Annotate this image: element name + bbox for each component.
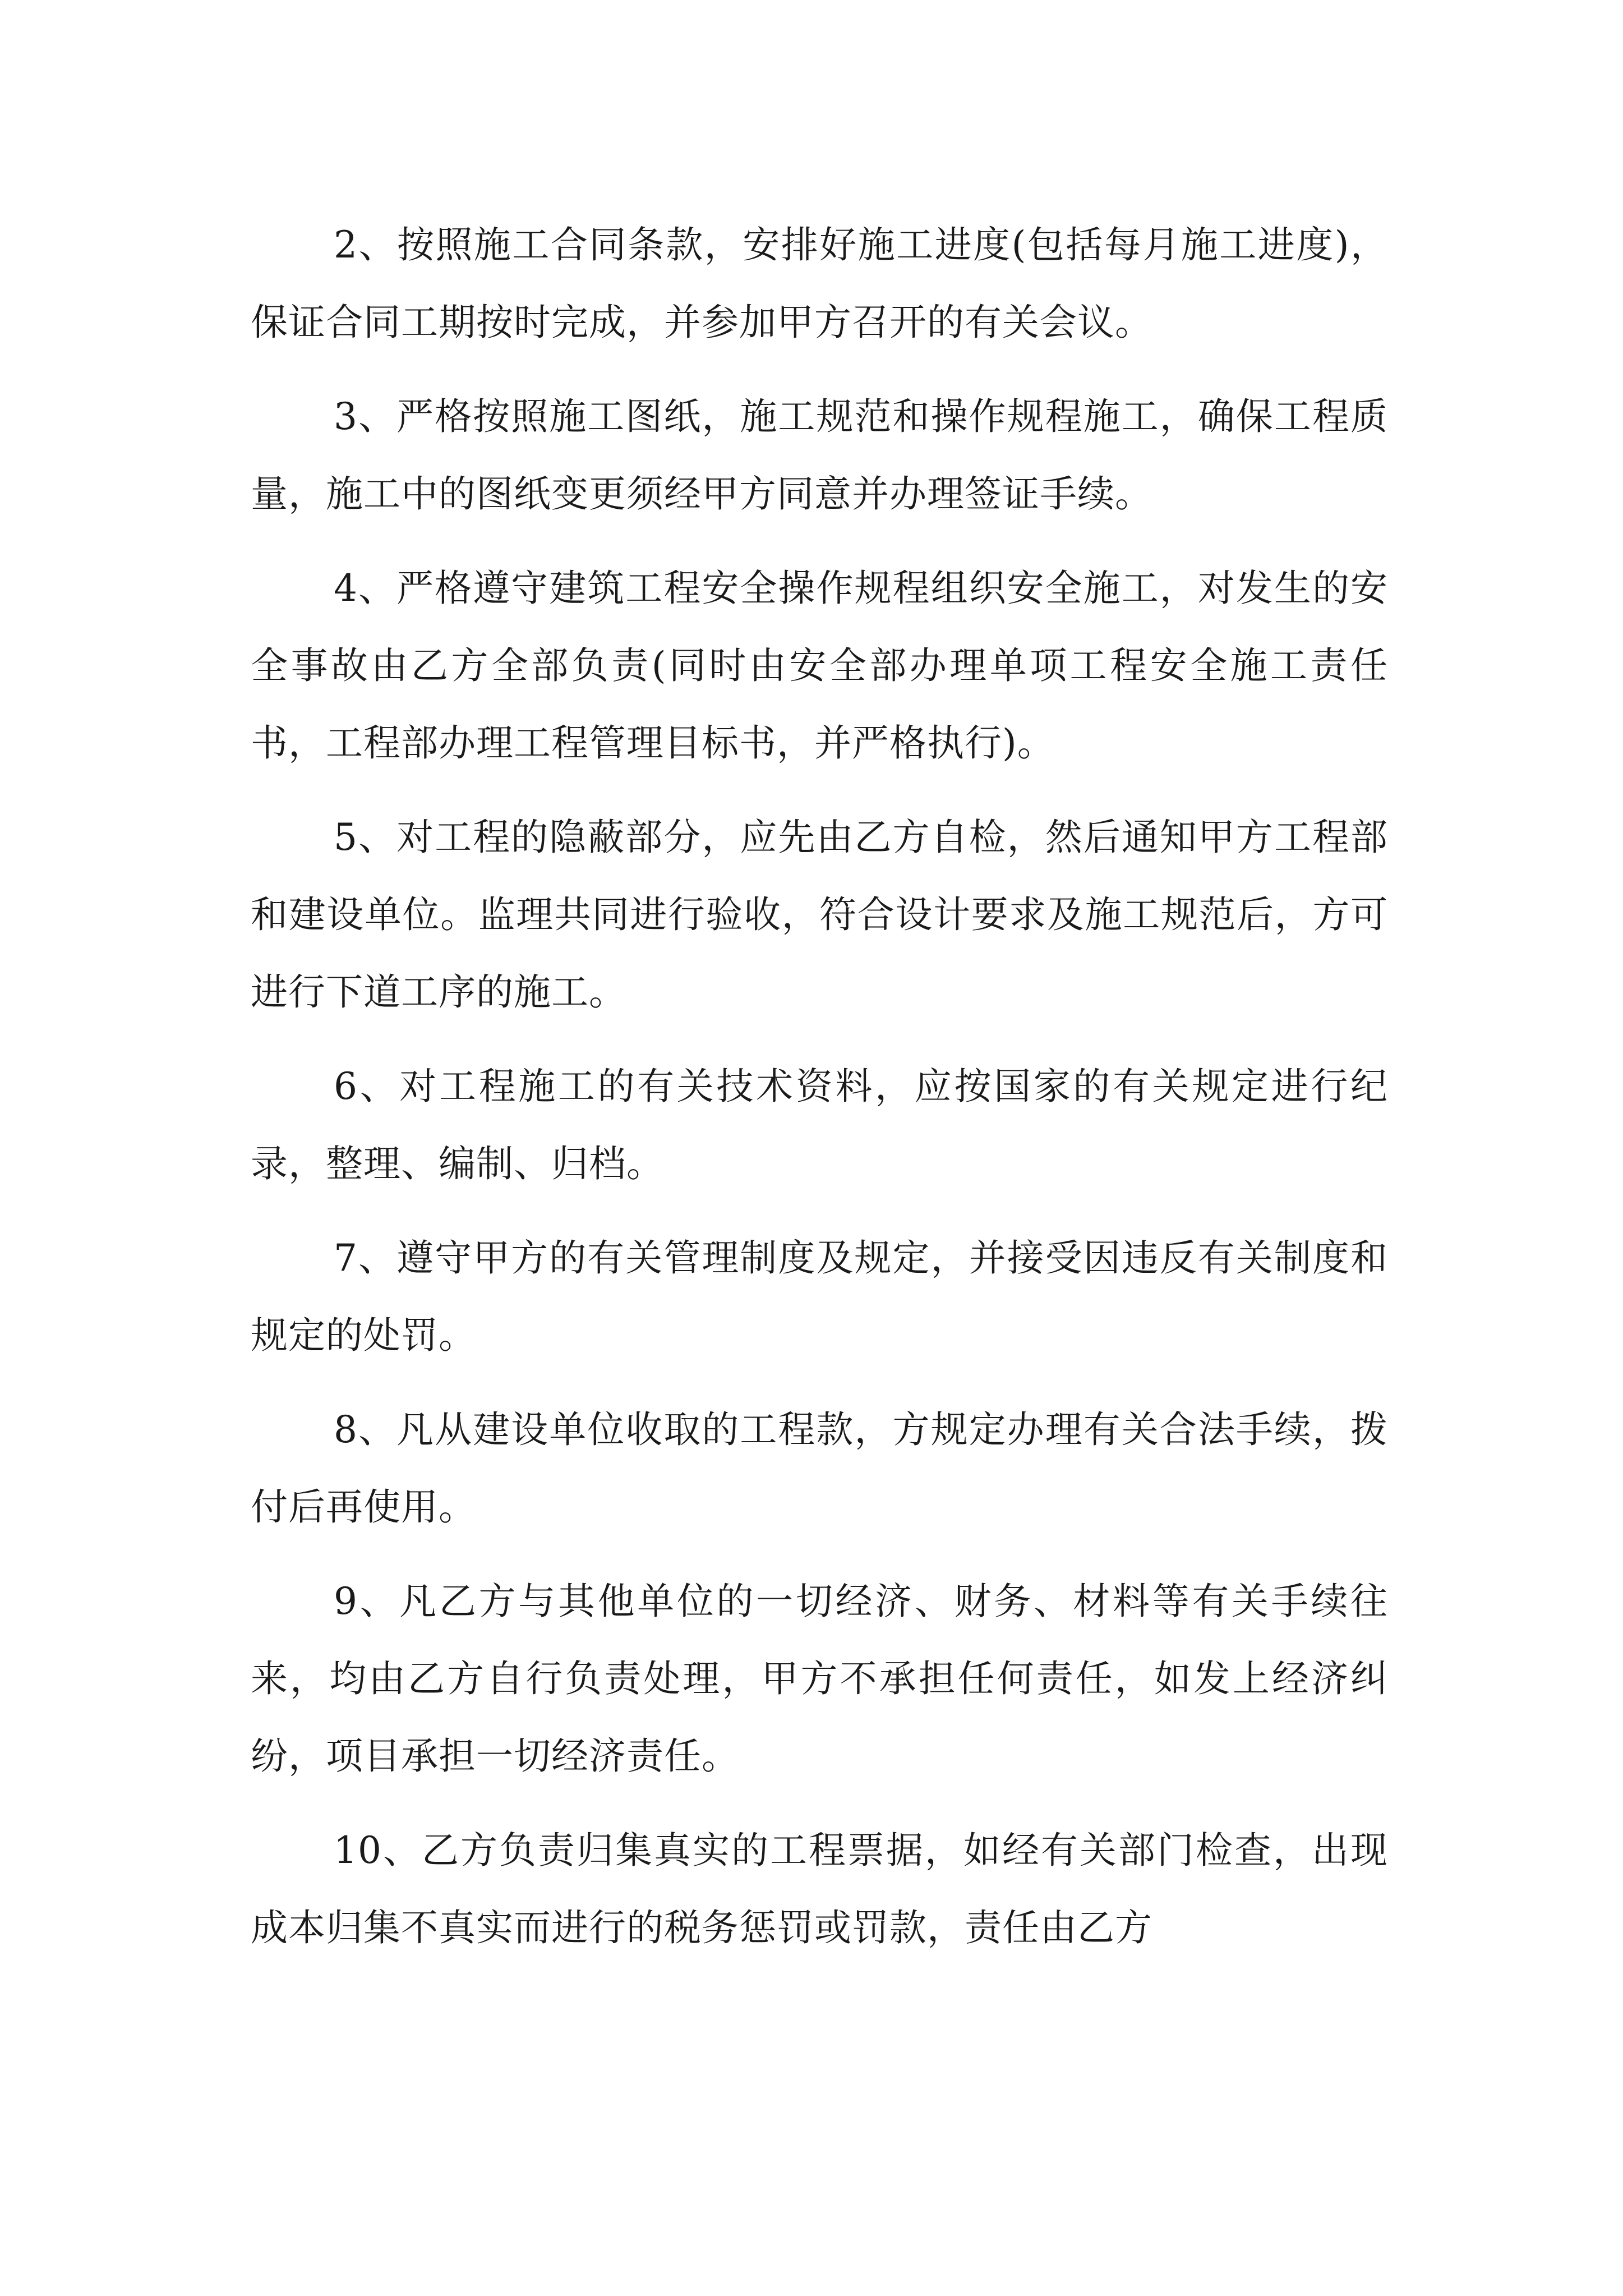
clause-6: 6、对工程施工的有关技术资料，应按国家的有关规定进行纪录，整理、编制、归档。 [251,1065,1388,1185]
clause-8: 8、凡从建设单位收取的工程款，方规定办理有关合法手续，拨付后再使用。 [251,1408,1388,1529]
clause-2: 2、按照施工合同条款，安排好施工进度(包括每月施工进度)，保证合同工期按时完成，并参加甲方召开的有关会议。 [251,223,1388,344]
clause-3: 3、严格按照施工图纸，施工规范和操作规程施工，确保工程质量，施工中的图纸变更须经甲方同意并办理签证手续。 [251,395,1388,516]
clause-9: 9、凡乙方与其他单位的一切经济、财务、材料等有关手续往来，均由乙方自行负责处理，甲方不承担任何责任，如发上经济纠纷，项目承担一切经济责任。 [251,1580,1388,1778]
clause-10: 10、乙方负责归集真实的工程票据，如经有关部门检查，出现成本归集不真实而进行的税务惩罚或罚款，责任由乙方 [251,1829,1388,1949]
clause-4: 4、严格遵守建筑工程安全操作规程组织安全施工，对发生的安全事故由乙方全部负责(同时由安全部办理单项工程安全施工责任书，工程部办理工程管理目标书，并严格执行)。 [251,567,1388,765]
document-body [251,206,1388,1967]
clause-7: 7、遵守甲方的有关管理制度及规定，并接受因违反有关制度和规定的处罚。 [251,1236,1388,1357]
clause-5: 5、对工程的隐蔽部分，应先由乙方自检，然后通知甲方工程部和建设单位。监理共同进行验收，符合设计要求及施工规范后，方可进行下道工序的施工。 [251,816,1388,1014]
